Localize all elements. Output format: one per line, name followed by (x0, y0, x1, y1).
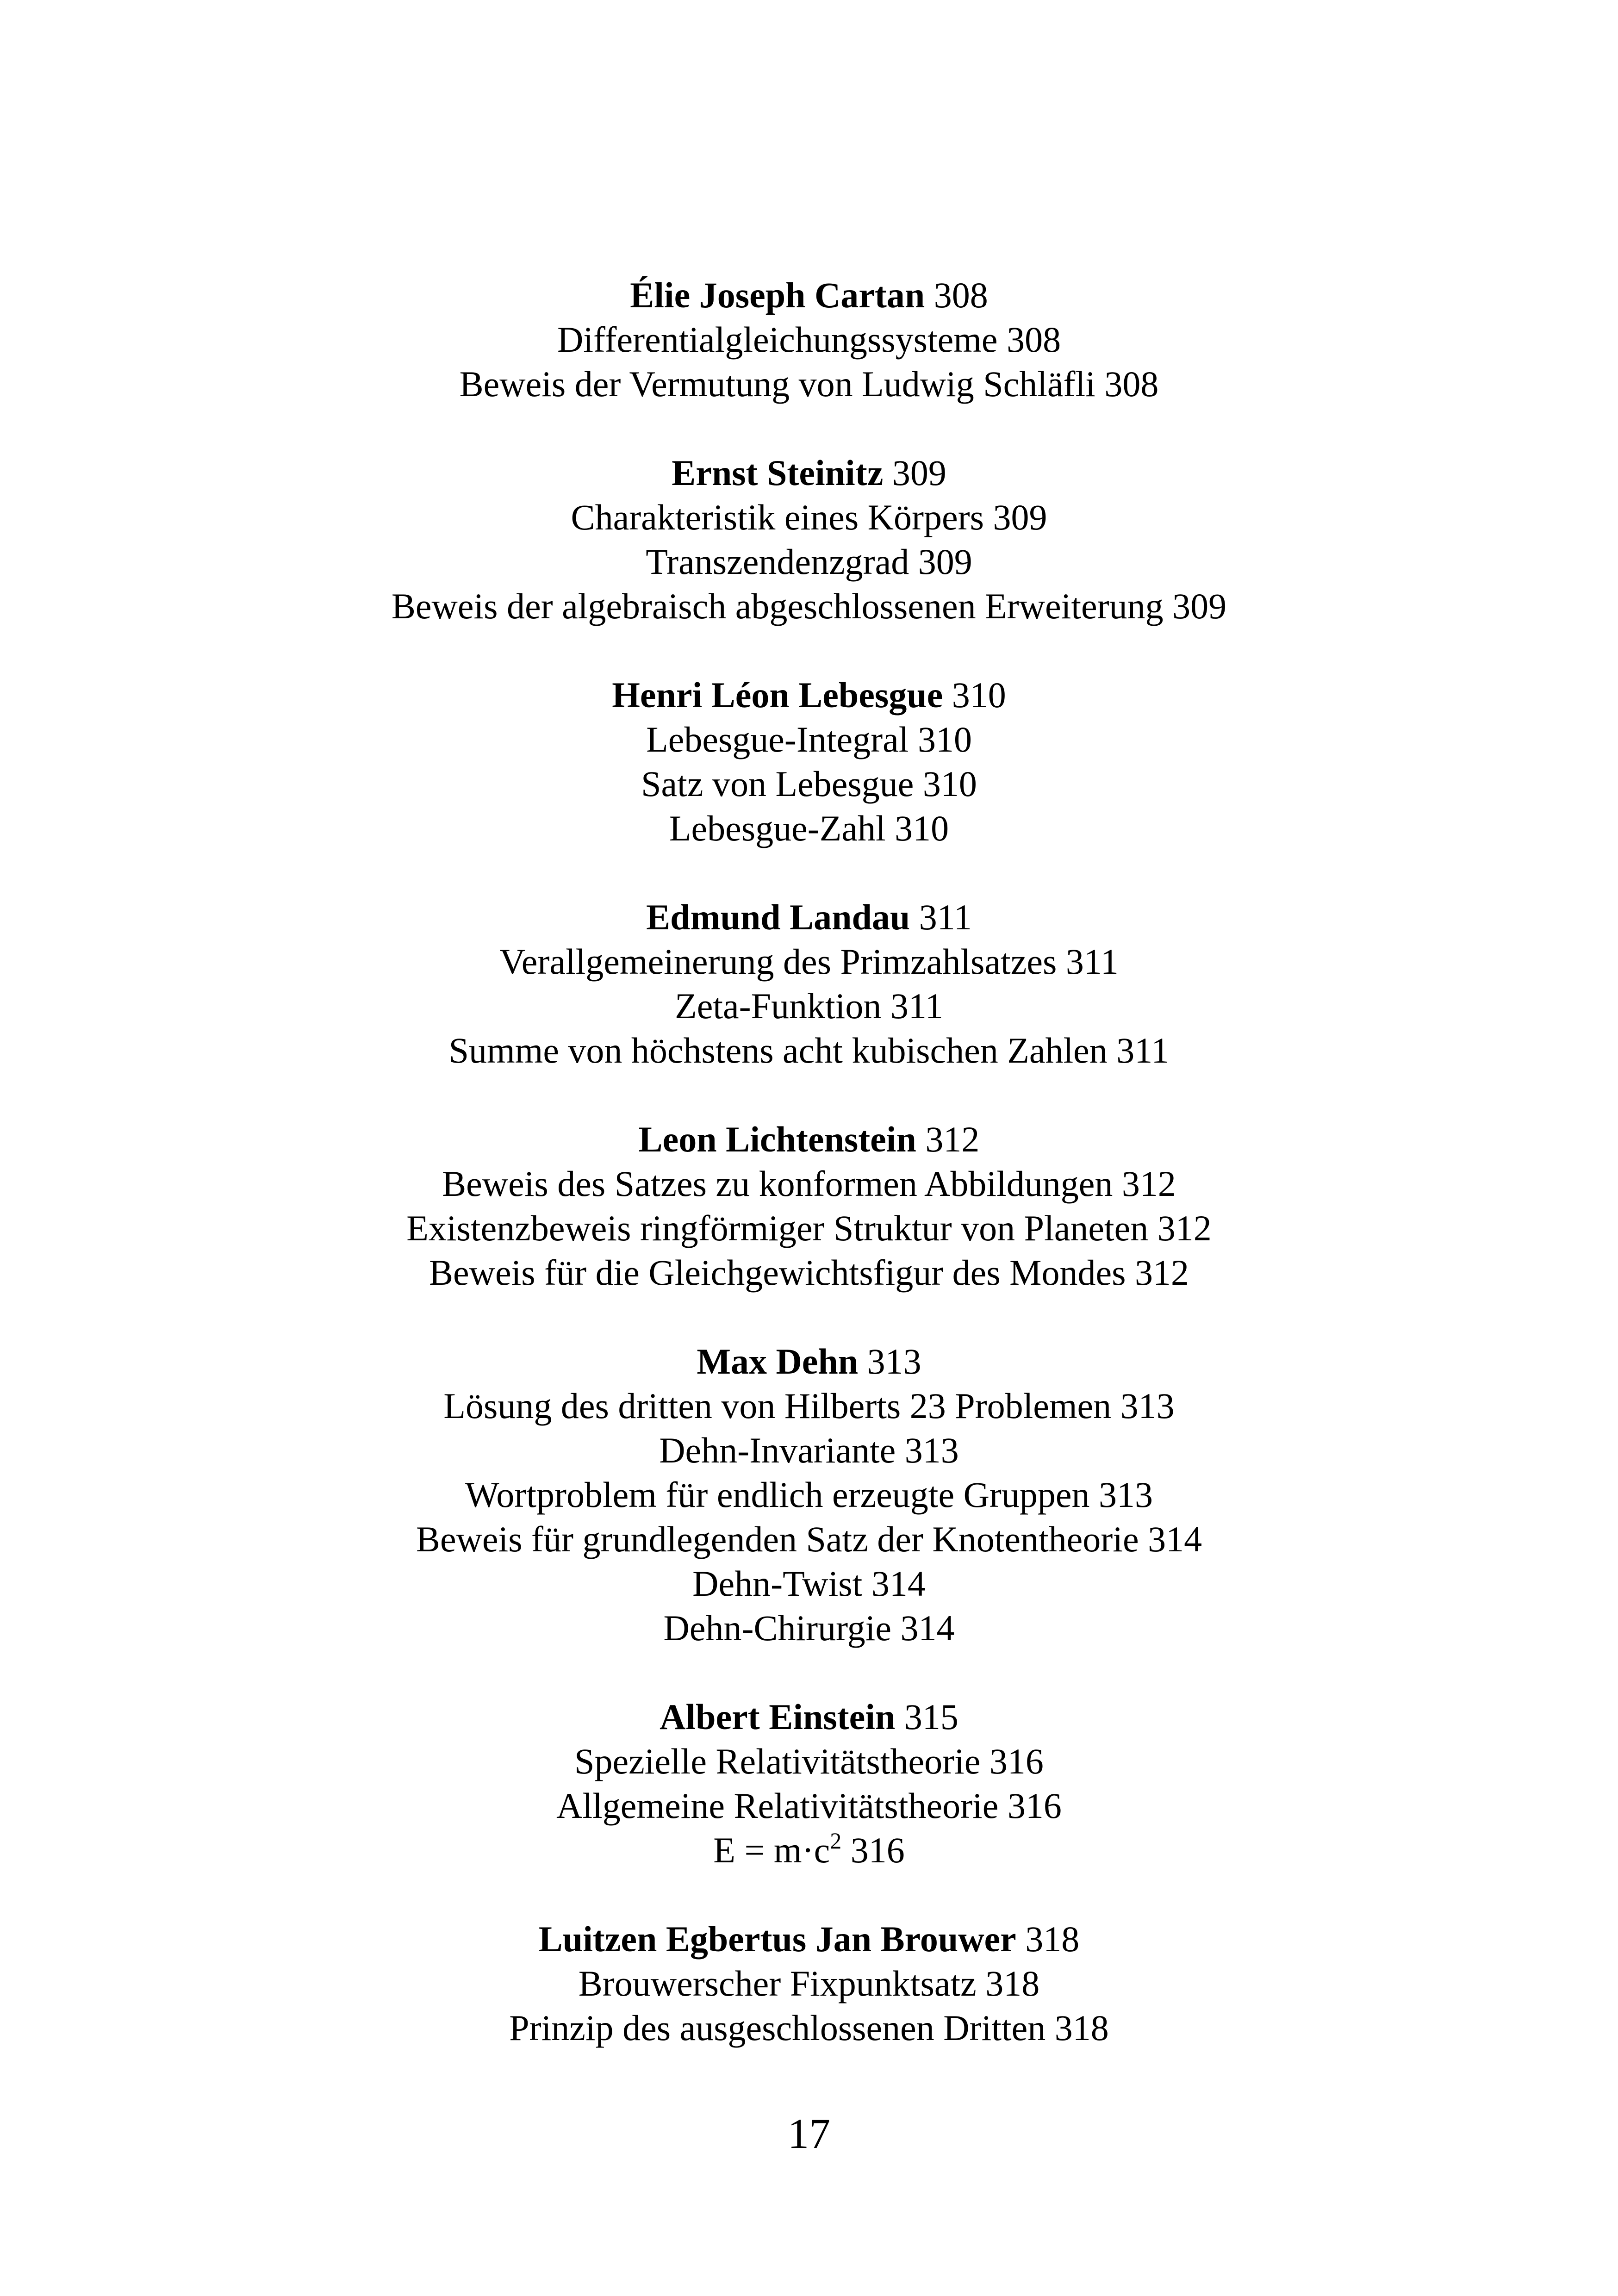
entry-title: Transzendenzgrad (646, 541, 909, 582)
entry-page-number: 309 (1172, 586, 1227, 626)
section-page-number: 308 (933, 275, 988, 315)
toc-entry (0, 1828, 1618, 1873)
section-page-number: 315 (904, 1697, 958, 1737)
entry-page-number: 308 (1007, 319, 1061, 360)
toc-section (0, 1917, 1618, 2050)
entry-page-number: 313 (904, 1430, 959, 1470)
entry-title: Charakteristik eines Körpers (571, 497, 984, 537)
entry-page-number: 310 (922, 764, 977, 804)
toc-entry (0, 717, 1618, 762)
section-heading (0, 895, 1618, 940)
toc-entry (0, 1384, 1618, 1428)
section-page-number: 309 (892, 453, 946, 493)
toc-entry (0, 2006, 1618, 2050)
entry-title: Verallgemeinerung des Primzahlsatzes (499, 941, 1057, 982)
entry-title: Dehn-Invariante (659, 1430, 896, 1470)
entry-page-number: 311 (1116, 1030, 1170, 1070)
toc-entry (0, 1028, 1618, 1073)
entry-page-number: 312 (1157, 1208, 1212, 1248)
entry-page-number: 310 (895, 808, 949, 848)
entry-page-number: 311 (890, 986, 943, 1026)
table-of-contents (0, 273, 1618, 2050)
entry-page-number: 309 (993, 497, 1047, 537)
toc-section (0, 1695, 1618, 1873)
toc-entry (0, 940, 1618, 984)
section-page-number: 318 (1025, 1919, 1080, 1959)
entry-page-number: 312 (1134, 1252, 1189, 1293)
toc-section (0, 1117, 1618, 1295)
toc-entry (0, 1562, 1618, 1606)
entry-page-number: 316 (850, 1830, 905, 1870)
toc-section (0, 273, 1618, 406)
mathematician-name: Edmund Landau (646, 897, 910, 937)
section-page-number: 311 (919, 897, 972, 937)
entry-page-number: 313 (1120, 1386, 1175, 1426)
toc-entry (0, 1517, 1618, 1562)
entry-page-number: 316 (989, 1741, 1044, 1781)
toc-section (0, 1339, 1618, 1650)
section-heading (0, 1917, 1618, 1961)
entry-page-number: 314 (1148, 1519, 1202, 1559)
entry-page-number: 318 (1054, 2008, 1109, 2048)
toc-section (0, 895, 1618, 1073)
entry-title: Spezielle Relativitätstheorie (574, 1741, 981, 1781)
entry-title: Zeta-Funktion (675, 986, 882, 1026)
mathematician-name: Albert Einstein (660, 1697, 896, 1737)
toc-entry (0, 1206, 1618, 1251)
section-heading (0, 451, 1618, 495)
entry-title: Beweis der algebraisch abgeschlossenen Erweiterung (391, 586, 1164, 626)
page-number: 17 (788, 2110, 830, 2157)
toc-entry (0, 1784, 1618, 1828)
toc-entry (0, 1739, 1618, 1784)
toc-entry (0, 540, 1618, 584)
entry-page-number: 311 (1065, 941, 1119, 982)
section-heading (0, 1339, 1618, 1384)
toc-section (0, 673, 1618, 851)
toc-entry (0, 584, 1618, 628)
entry-page-number: 314 (871, 1563, 926, 1604)
mathematician-name: Leon Lichtenstein (638, 1119, 916, 1159)
section-page-number: 310 (952, 675, 1006, 715)
entry-title: Lebesgue-Zahl (669, 808, 886, 848)
toc-section (0, 451, 1618, 628)
toc-entry (0, 1428, 1618, 1473)
entry-page-number: 314 (900, 1608, 955, 1648)
entry-title: Satz von Lebesgue (641, 764, 914, 804)
entry-title: Dehn-Twist (692, 1563, 863, 1604)
entry-title: Brouwerscher Fixpunktsatz (578, 1963, 977, 2004)
toc-entry (0, 1473, 1618, 1517)
mathematician-name: Ernst Steinitz (672, 453, 884, 493)
entry-page-number: 310 (917, 719, 972, 759)
toc-entry (0, 1961, 1618, 2006)
entry-title: Wortproblem für endlich erzeugte Gruppen (465, 1475, 1090, 1515)
toc-entry (0, 984, 1618, 1028)
entry-title: Allgemeine Relativitätstheorie (556, 1786, 999, 1826)
toc-entry (0, 1162, 1618, 1206)
entry-title: Beweis für die Gleichgewichtsfigur des Mondes (429, 1252, 1126, 1293)
entry-title: Lebesgue-Integral (646, 719, 909, 759)
section-heading (0, 673, 1618, 717)
toc-entry (0, 362, 1618, 406)
entry-page-number: 316 (1007, 1786, 1062, 1826)
entry-title: E = m·c (713, 1830, 830, 1870)
section-page-number: 313 (867, 1341, 921, 1381)
entry-title: Prinzip des ausgeschlossenen Dritten (509, 2008, 1046, 2048)
section-heading (0, 1117, 1618, 1162)
entry-title: Summe von höchstens acht kubischen Zahlen (448, 1030, 1108, 1070)
section-heading (0, 273, 1618, 317)
entry-title: Beweis für grundlegenden Satz der Knotentheorie (416, 1519, 1139, 1559)
entry-title: Differentialgleichungssysteme (557, 319, 998, 360)
mathematician-name: Henri Léon Lebesgue (612, 675, 943, 715)
entry-page-number: 318 (985, 1963, 1040, 2004)
toc-entry (0, 806, 1618, 851)
toc-entry (0, 1606, 1618, 1650)
entry-page-number: 309 (918, 541, 972, 582)
entry-title: Beweis des Satzes zu konformen Abbildungen (442, 1164, 1113, 1204)
toc-entry (0, 762, 1618, 806)
entry-page-number: 313 (1099, 1475, 1153, 1515)
toc-entry (0, 317, 1618, 362)
mathematician-name: Max Dehn (697, 1341, 859, 1381)
entry-superscript: 2 (830, 1828, 842, 1854)
mathematician-name: Élie Joseph Cartan (630, 275, 925, 315)
mathematician-name: Luitzen Egbertus Jan Brouwer (538, 1919, 1016, 1959)
entry-title: Beweis der Vermutung von Ludwig Schläfli (459, 364, 1095, 404)
section-heading (0, 1695, 1618, 1739)
section-page-number: 312 (925, 1119, 980, 1159)
entry-page-number: 312 (1121, 1164, 1176, 1204)
entry-page-number: 308 (1104, 364, 1159, 404)
toc-entry (0, 1251, 1618, 1295)
toc-entry (0, 495, 1618, 540)
entry-title: Existenzbeweis ringförmiger Struktur von Planeten (406, 1208, 1149, 1248)
entry-title: Lösung des dritten von Hilberts 23 Problemen (443, 1386, 1112, 1426)
entry-title: Dehn-Chirurgie (663, 1608, 891, 1648)
